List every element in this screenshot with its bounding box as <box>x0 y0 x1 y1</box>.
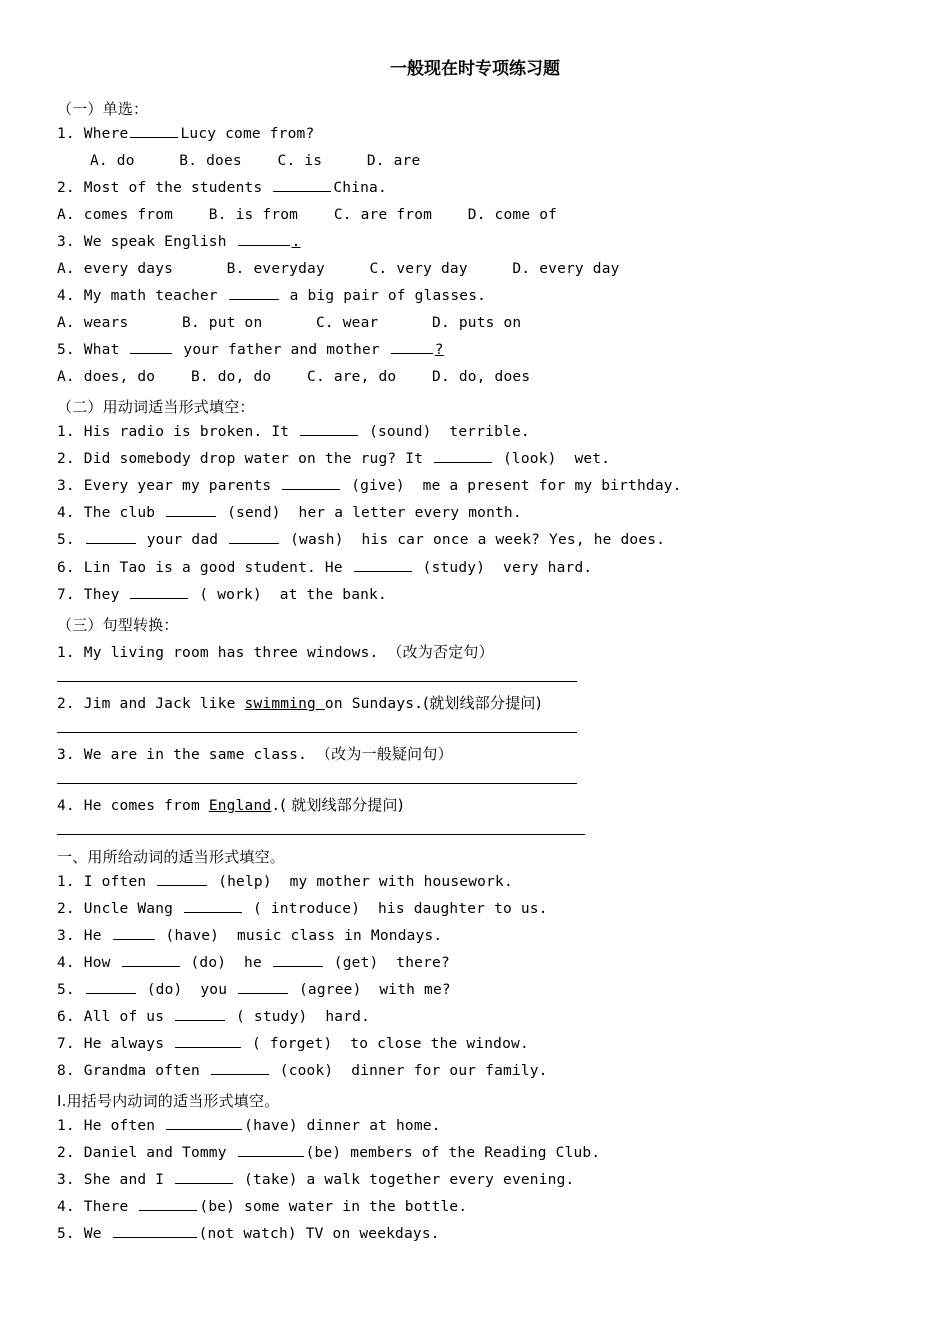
s2-question-1: 1. His radio is broken. It (sound) terrible. <box>57 424 530 440</box>
answer-blank[interactable] <box>229 542 279 544</box>
s1-question-4: 4. My math teacher a big pair of glasses. <box>57 288 487 304</box>
answer-line[interactable] <box>57 732 577 733</box>
s4-question-2: 2. Uncle Wang ( introduce) his daughter to us. <box>57 901 548 917</box>
answer-blank[interactable] <box>238 992 288 994</box>
s1-question-2: 2. Most of the students China. <box>57 180 387 196</box>
s3-question-2: 2. Jim and Jack like swimming on Sundays.(就划线部分提问) <box>57 694 542 712</box>
answer-blank[interactable] <box>166 515 216 517</box>
s2-question-4: 4. The club (send) her a letter every month. <box>57 505 522 521</box>
answer-blank[interactable] <box>175 1182 233 1184</box>
s1-q2-options: A. comes from B. is from C. are from D. come of <box>57 207 558 223</box>
s1-question-1: 1. Where Lucy come from? <box>57 126 315 142</box>
answer-blank[interactable] <box>86 992 136 994</box>
answer-blank[interactable] <box>86 542 136 544</box>
answer-blank[interactable] <box>113 938 155 940</box>
s1-question-5: 5. What your father and mother ? <box>57 342 444 358</box>
s2-question-3: 3. Every year my parents (give) me a present for my birthday. <box>57 478 682 494</box>
answer-blank[interactable] <box>238 1155 304 1157</box>
answer-blank[interactable] <box>157 884 207 886</box>
s5-question-3: 3. She and I (take) a walk together every evening. <box>57 1172 575 1188</box>
answer-blank[interactable] <box>211 1073 269 1075</box>
s1-question-3: 3. We speak English . <box>57 234 301 250</box>
s5-question-4: 4. There (be) some water in the bottle. <box>57 1199 468 1215</box>
s4-question-8: 8. Grandma often (cook) dinner for our family. <box>57 1063 548 1079</box>
answer-blank[interactable] <box>282 488 340 490</box>
s4-question-3: 3. He (have) music class in Mondays. <box>57 928 443 944</box>
answer-blank[interactable] <box>139 1209 197 1211</box>
s1-q4-options: A. wears B. put on C. wear D. puts on <box>57 315 522 331</box>
s2-question-7: 7. They ( work) at the bank. <box>57 587 387 603</box>
answer-blank[interactable] <box>130 352 172 354</box>
section-4-heading: 一、用所给动词的适当形式填空。 <box>57 848 286 866</box>
s4-question-1: 1. I often (help) my mother with housework. <box>57 874 513 890</box>
page-title: 一般现在时专项练习题 <box>390 59 560 79</box>
answer-blank[interactable] <box>229 298 279 300</box>
section-2-heading: （二）用动词适当形式填空： <box>57 398 255 416</box>
answer-blank[interactable] <box>166 1128 242 1130</box>
answer-blank[interactable] <box>130 597 188 599</box>
section-5-heading: Ⅰ.用括号内动词的适当形式填空。 <box>57 1092 280 1110</box>
s4-question-4: 4. How (do) he (get) there? <box>57 955 450 971</box>
answer-blank[interactable] <box>184 911 242 913</box>
answer-blank[interactable] <box>391 352 433 354</box>
answer-blank[interactable] <box>122 965 180 967</box>
s3-question-1: 1. My living room has three windows. （改为否定句） <box>57 643 494 661</box>
answer-blank[interactable] <box>175 1019 225 1021</box>
answer-blank[interactable] <box>354 570 412 572</box>
section-1-heading: （一）单选： <box>57 100 149 118</box>
answer-blank[interactable] <box>238 244 290 246</box>
s5-question-5: 5. We (not watch) TV on weekdays. <box>57 1226 440 1242</box>
answer-blank[interactable] <box>130 136 178 138</box>
s4-question-6: 6. All of us ( study) hard. <box>57 1009 370 1025</box>
s3-question-3: 3. We are in the same class. （改为一般疑问句） <box>57 745 453 763</box>
s5-question-2: 2. Daniel and Tommy (be) members of the Reading Club. <box>57 1145 601 1161</box>
s1-q5-options: A. does, do B. do, do C. are, do D. do, does <box>57 369 531 385</box>
s2-question-6: 6. Lin Tao is a good student. He (study) very hard. <box>57 560 593 576</box>
s5-question-1: 1. He often (have) dinner at home. <box>57 1118 441 1134</box>
answer-line[interactable] <box>57 834 585 835</box>
answer-line[interactable] <box>57 783 577 784</box>
s3-question-4: 4. He comes from England.( 就划线部分提问) <box>57 796 404 814</box>
s1-q1-options: A. do B. does C. is D. are <box>90 153 421 169</box>
answer-blank[interactable] <box>113 1236 197 1238</box>
answer-line[interactable] <box>57 681 577 682</box>
s4-question-7: 7. He always ( forget) to close the window. <box>57 1036 529 1052</box>
answer-blank[interactable] <box>273 190 331 192</box>
answer-blank[interactable] <box>175 1046 241 1048</box>
answer-blank[interactable] <box>300 434 358 436</box>
s4-question-5: 5. (do) you (agree) with me? <box>57 982 451 998</box>
answer-blank[interactable] <box>434 461 492 463</box>
answer-blank[interactable] <box>273 965 323 967</box>
s2-question-2: 2. Did somebody drop water on the rug? It (look) wet. <box>57 451 611 467</box>
s2-question-5: 5. your dad (wash) his car once a week? Yes, he does. <box>57 532 666 548</box>
s1-q3-options: A. every days B. everyday C. very day D. every day <box>57 261 620 277</box>
section-3-heading: （三）句型转换： <box>57 616 179 634</box>
